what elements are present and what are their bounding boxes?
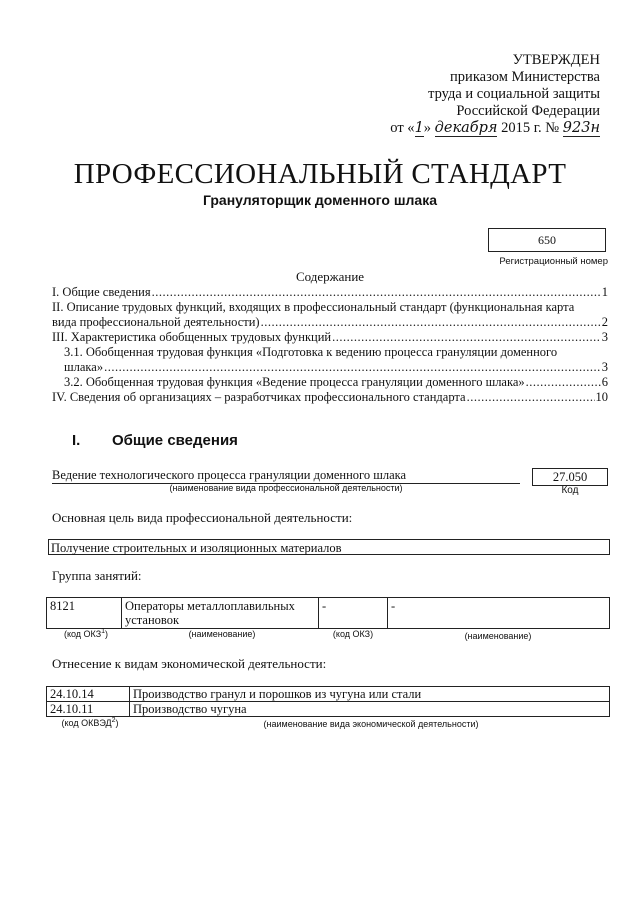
- goal-label: Основная цель вида профессиональной деятельности:: [52, 510, 353, 525]
- approval-title: УТВЕРЖДЕН: [512, 52, 600, 68]
- econ-activity-name-note: (наименование вида экономической деятельности): [263, 719, 479, 729]
- table-of-contents: [52, 285, 608, 405]
- toc-item[interactable]: III. Характеристика обобщенных трудовых функций ..... 3: [52, 330, 608, 345]
- approval-line: приказом Министерства: [450, 69, 600, 85]
- occupation-name-cell: Операторы металлоплавильных установок: [122, 598, 319, 629]
- code-label: Код: [561, 485, 579, 496]
- econ-activity-table: [46, 686, 610, 717]
- section-number: I.: [72, 432, 81, 449]
- activity-code-box: 27.050: [532, 468, 608, 486]
- goal-value-box: Получение строительных и изоляционных материалов: [48, 539, 610, 555]
- approval-block: [390, 52, 600, 137]
- approval-line: труда и социальной защиты: [428, 86, 600, 102]
- handwritten-day: 1: [414, 120, 424, 136]
- occupation-name-note: (наименование): [464, 631, 532, 641]
- registration-label: Регистрационный номер: [499, 256, 608, 267]
- okved-code-cell: 24.10.11: [47, 702, 130, 717]
- toc-item[interactable]: 3.2. Обобщенная трудовая функция «Ведение процесса грануляции доменного шлака» ..... 6: [52, 375, 608, 390]
- registration-number-box: 650: [488, 228, 606, 252]
- okved-code-note: (код ОКВЭД$^2$): [61, 717, 119, 728]
- toc-page: 1: [601, 285, 608, 299]
- okz-code-note: (код ОКЗ): [332, 629, 374, 639]
- econ-activity-label: Отнесение к видам экономической деятельности:: [52, 656, 327, 671]
- toc-item[interactable]: I. Общие сведения ..... 1: [52, 285, 608, 300]
- okved-code-cell: 24.10.14: [47, 687, 130, 702]
- occupation-name-cell: -: [388, 598, 610, 629]
- toc-page: 3: [601, 330, 608, 344]
- toc-page: 10: [595, 390, 608, 404]
- table-row: [47, 687, 610, 702]
- toc-item[interactable]: II. Описание трудовых функций, входящих в профессиональный стандарт (функциональная карта вида профессиональной деятельности) ..... 2: [52, 300, 608, 330]
- document-title: ПРОФЕССИОНАЛЬНЫЙ СТАНДАРТ: [73, 158, 567, 190]
- toc-item[interactable]: IV. Сведения об организациях – разработчиках профессионального стандарта ..... 10: [52, 390, 608, 405]
- approval-line: Российской Федерации: [456, 103, 600, 119]
- occupation-group-table: [46, 597, 610, 629]
- handwritten-number: 923н: [562, 120, 600, 136]
- okz-code-cell: 8121: [47, 598, 122, 629]
- econ-activity-name-cell: Производство чугуна: [130, 702, 610, 717]
- okz-code-note: (код ОКЗ$^1$): [63, 628, 109, 639]
- table-row: [47, 702, 610, 717]
- document-subtitle: Грануляторщик доменного шлака: [202, 192, 438, 208]
- toc-heading: Содержание: [295, 269, 365, 284]
- handwritten-month: декабря: [434, 120, 498, 136]
- occupation-name-note: (наименование): [188, 629, 256, 639]
- toc-item[interactable]: 3.1. Обобщенная трудовая функция «Подготовка к ведению процесса грануляции доменного шлака» ..... 3: [52, 345, 608, 375]
- toc-page: 6: [601, 375, 608, 389]
- activity-name-note: (наименование вида профессиональной деятельности): [169, 483, 403, 493]
- toc-page: 2: [601, 315, 608, 329]
- group-label: Группа занятий:: [52, 568, 142, 583]
- section-title: Общие сведения: [112, 432, 238, 449]
- toc-page: 3: [601, 360, 608, 374]
- okz-code-cell: -: [319, 598, 388, 629]
- section-heading: [72, 432, 238, 449]
- activity-name-field: Ведение технологического процесса грануляции доменного шлака: [52, 467, 520, 484]
- approval-date: от «1» декабря 2015 г. № 923н: [390, 120, 600, 136]
- econ-activity-name-cell: Производство гранул и порошков из чугуна или стали: [130, 687, 610, 702]
